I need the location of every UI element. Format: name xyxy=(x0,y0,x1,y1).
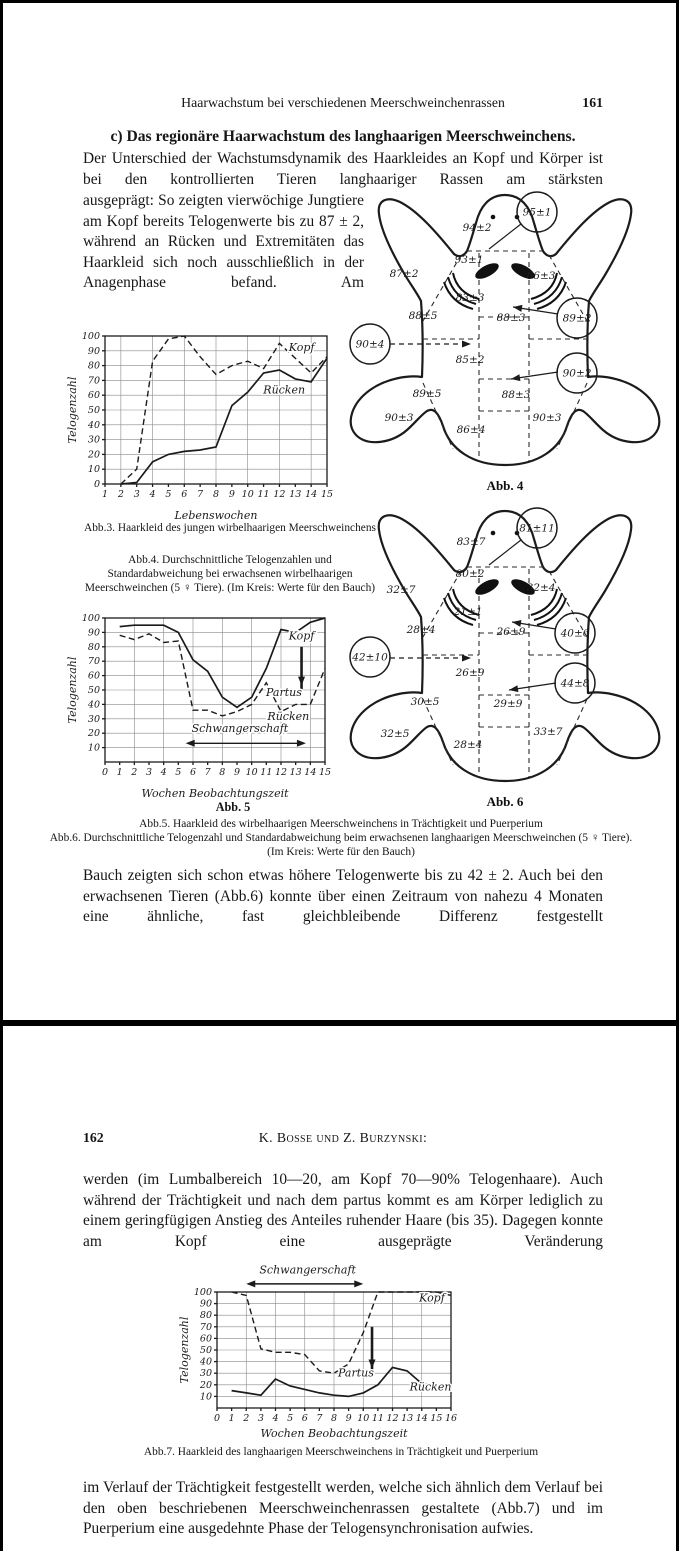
svg-text:13: 13 xyxy=(401,1413,414,1424)
caption-abb3: Abb.3. Haarkleid des jungen wirbelhaarigen Meerschweinchens xyxy=(84,522,376,534)
svg-text:90: 90 xyxy=(87,345,100,357)
svg-text:80: 80 xyxy=(87,641,100,653)
svg-text:70: 70 xyxy=(199,1321,212,1333)
svg-text:8: 8 xyxy=(212,489,220,500)
svg-text:4: 4 xyxy=(149,489,156,500)
svg-text:Partus: Partus xyxy=(265,685,302,699)
svg-text:0: 0 xyxy=(213,1413,221,1424)
svg-text:30: 30 xyxy=(87,713,100,725)
caption-abb7: Abb.7. Haarkleid des langhaarigen Meerschweinchens in Trächtigkeit und Puerperium xyxy=(143,1446,539,1458)
running-head-authors: K. Bosse und Z. Burzynski: xyxy=(258,1130,428,1145)
svg-text:6: 6 xyxy=(301,1413,308,1424)
paragraph-bottom-162: im Verlauf der Trächtigkeit festgestellt werden, welche sich ähnlich dem Verlauf bei den oben beschriebenen Meerschweinchenrassen gestaltete (Abb.7) und im Puerperium eine ausgedehnte Phase der Telogensynchronisation aufwies. xyxy=(83,1479,603,1538)
svg-text:50: 50 xyxy=(87,685,100,696)
svg-text:Lebenswochen: Lebenswochen xyxy=(174,509,258,522)
svg-text:10: 10 xyxy=(87,742,100,754)
paragraph-top-162: werden (im Lumbalbereich 10—20, am Kopf 70—90% Telogenhaare). Auch während der Trächtigkeit und nach dem partus kommt es am Körper lediglich zu einem geringfügigen Anstieg des Anteiles ruhender Haare (bis 35). Dagegen konnte am Kopf eine ausgeprägte Veränderung xyxy=(83,1171,603,1250)
svg-text:Kopf: Kopf xyxy=(288,629,315,643)
caption-abb4: Abb.4. Durchschnittliche Telogenzahlen und Standardabweichung bei erwachsenen wirbelhaarigen Meerschweinchen (5 ♀ Tiere). (Im Kreis: Werte für den Bauch) xyxy=(84,554,376,594)
svg-text:28±4: 28±4 xyxy=(406,624,436,636)
svg-text:80: 80 xyxy=(87,360,100,372)
svg-text:100: 100 xyxy=(81,613,100,624)
svg-text:94±2: 94±2 xyxy=(462,222,492,234)
svg-text:14: 14 xyxy=(304,767,317,778)
svg-text:26±9: 26±9 xyxy=(455,667,485,679)
svg-text:6: 6 xyxy=(189,767,197,778)
svg-text:10: 10 xyxy=(245,767,258,778)
svg-text:9: 9 xyxy=(345,1413,352,1424)
svg-text:11: 11 xyxy=(371,1413,384,1424)
svg-text:10: 10 xyxy=(241,489,254,500)
svg-text:32±5: 32±5 xyxy=(380,728,410,740)
svg-text:10: 10 xyxy=(357,1413,370,1424)
svg-text:Rücken: Rücken xyxy=(263,383,306,397)
svg-text:0: 0 xyxy=(101,767,109,778)
svg-text:60: 60 xyxy=(87,390,100,402)
svg-text:11: 11 xyxy=(260,767,273,778)
svg-text:44±8: 44±8 xyxy=(560,677,590,690)
svg-text:32±7: 32±7 xyxy=(386,584,416,596)
svg-text:13: 13 xyxy=(289,489,302,500)
figure-label-abb5: Abb. 5 xyxy=(215,800,251,814)
svg-text:88±3: 88±3 xyxy=(496,312,526,324)
paragraph-left-column: ausgeprägt: So zeigten vierwöchige Jungtiere am Kopf bereits Telogenwerte bis zu 87 ± 2, während an Rücken und Extremitäten das Haarkleid sich noch ausschließlich in der Anagenphase befand. Am xyxy=(83,192,364,292)
svg-text:6: 6 xyxy=(181,489,188,500)
svg-text:90: 90 xyxy=(199,1298,212,1310)
svg-text:3: 3 xyxy=(257,1413,264,1424)
svg-text:70: 70 xyxy=(87,375,100,387)
svg-text:Kopf: Kopf xyxy=(419,1291,445,1305)
svg-text:16: 16 xyxy=(444,1413,458,1424)
svg-text:7: 7 xyxy=(204,767,211,778)
svg-text:86±3: 86±3 xyxy=(526,270,556,282)
svg-text:Telogenzahl: Telogenzahl xyxy=(179,1316,191,1384)
caption-abb6: Abb.6. Durchschnittliche Telogenzahl und Standardabweichung beim erwachsenen langhaarigen Meerschweinchen (5 ♀ Tiere). (Im Kreis: Werte für den Bauch) xyxy=(49,832,633,858)
svg-text:95±1: 95±1 xyxy=(522,206,552,219)
svg-text:15: 15 xyxy=(318,767,332,778)
paragraph-intro: Der Unterschied der Wachstumsdynamik des Haarkleides an Kopf und Körper ist bei den kontrollierten Tieren langhaariger Rassen am stärksten xyxy=(83,150,603,188)
figure-abb6-pelt-diagram xyxy=(337,503,673,824)
svg-text:40: 40 xyxy=(199,1356,212,1368)
svg-text:50: 50 xyxy=(199,1345,212,1356)
svg-text:7: 7 xyxy=(316,1413,323,1424)
svg-text:80±2: 80±2 xyxy=(455,568,485,580)
svg-text:2: 2 xyxy=(243,1413,250,1424)
svg-text:40: 40 xyxy=(87,699,100,711)
svg-text:1: 1 xyxy=(228,1413,235,1424)
svg-text:83±7: 83±7 xyxy=(456,536,486,548)
svg-text:100: 100 xyxy=(81,331,100,342)
svg-text:28±4: 28±4 xyxy=(453,739,483,751)
svg-text:100: 100 xyxy=(193,1287,212,1298)
svg-text:2: 2 xyxy=(117,489,124,500)
svg-text:8: 8 xyxy=(330,1413,338,1424)
svg-text:20: 20 xyxy=(87,728,100,740)
svg-text:29±9: 29±9 xyxy=(493,698,523,710)
svg-text:0: 0 xyxy=(93,479,100,490)
svg-text:90±2: 90±2 xyxy=(562,367,592,380)
svg-text:3: 3 xyxy=(145,767,153,778)
svg-text:1: 1 xyxy=(116,767,123,778)
svg-text:30: 30 xyxy=(199,1368,212,1380)
svg-text:60: 60 xyxy=(87,670,100,682)
running-head-title: Haarwachstum bei verschiedenen Meerschweinchenrassen xyxy=(181,95,505,110)
svg-text:13: 13 xyxy=(289,767,302,778)
svg-text:26±9: 26±9 xyxy=(496,626,526,638)
svg-text:Telogenzahl: Telogenzahl xyxy=(67,376,79,444)
svg-text:12: 12 xyxy=(274,767,288,778)
svg-text:89±2: 89±2 xyxy=(562,312,592,325)
svg-text:Kopf: Kopf xyxy=(288,340,315,354)
svg-text:90±4: 90±4 xyxy=(355,338,385,351)
svg-text:30: 30 xyxy=(87,434,100,446)
svg-text:9: 9 xyxy=(233,767,241,778)
page-number-162: 162 xyxy=(83,1130,104,1145)
page-162 xyxy=(3,1026,676,1551)
figure-abb7-line-chart xyxy=(179,1258,463,1445)
svg-text:Partus: Partus xyxy=(338,1366,374,1380)
svg-text:14: 14 xyxy=(415,1413,428,1424)
svg-text:90±3: 90±3 xyxy=(384,412,414,424)
figure-abb5-line-chart xyxy=(67,608,339,805)
svg-text:20: 20 xyxy=(87,449,100,461)
svg-text:12: 12 xyxy=(273,489,286,500)
svg-text:21±1: 21±1 xyxy=(453,606,483,618)
svg-text:15: 15 xyxy=(320,489,334,500)
svg-text:4: 4 xyxy=(160,767,167,778)
svg-text:Schwangerschaft: Schwangerschaft xyxy=(259,1263,356,1277)
svg-text:14: 14 xyxy=(305,489,318,500)
svg-text:90: 90 xyxy=(87,627,100,639)
svg-text:87±2: 87±2 xyxy=(389,268,419,280)
section-heading: c) Das regionäre Haarwachstum des langhaarigen Meerschweinchens. xyxy=(110,128,576,145)
svg-text:88±5: 88±5 xyxy=(408,310,438,322)
svg-text:Schwangerschaft: Schwangerschaft xyxy=(191,721,289,735)
svg-text:1: 1 xyxy=(101,489,109,500)
figure-abb3-line-chart xyxy=(67,326,339,527)
svg-text:85±2: 85±2 xyxy=(455,354,485,366)
svg-text:83±3: 83±3 xyxy=(455,292,485,304)
page-161 xyxy=(3,3,676,1020)
svg-text:4: 4 xyxy=(272,1413,279,1424)
svg-text:80: 80 xyxy=(199,1310,212,1322)
svg-text:60: 60 xyxy=(199,1333,212,1345)
svg-text:12: 12 xyxy=(386,1413,399,1424)
svg-text:Wochen Beobachtungszeit: Wochen Beobachtungszeit xyxy=(260,1427,408,1440)
svg-text:20: 20 xyxy=(199,1379,212,1391)
figure-abb4-pelt-diagram xyxy=(337,187,673,508)
svg-text:Telogenzahl: Telogenzahl xyxy=(67,656,79,724)
svg-text:70: 70 xyxy=(87,656,100,668)
paragraph-bottom-161: Bauch zeigten sich schon etwas höhere Telogenwerte bis zu 42 ± 2. Auch bei den erwachsenen Tieren (Abb.6) konnte über einen Zeitraum von nahezu 4 Monaten eine ähnliche, fast gleichbleibende Differenz festgestellt xyxy=(83,867,603,926)
svg-text:Abb. 6: Abb. 6 xyxy=(486,794,524,809)
svg-text:11: 11 xyxy=(257,489,270,500)
svg-text:86±4: 86±4 xyxy=(456,424,486,436)
svg-text:Rücken: Rücken xyxy=(267,710,310,724)
svg-text:Wochen Beobachtungszeit: Wochen Beobachtungszeit xyxy=(141,787,289,800)
svg-text:32±4: 32±4 xyxy=(526,582,556,594)
svg-text:10: 10 xyxy=(87,464,100,476)
svg-text:40±6: 40±6 xyxy=(560,627,590,640)
svg-text:42±10: 42±10 xyxy=(352,651,388,664)
svg-text:93±1: 93±1 xyxy=(454,254,484,266)
svg-text:40: 40 xyxy=(87,419,100,431)
svg-text:8: 8 xyxy=(219,767,226,778)
svg-text:30±5: 30±5 xyxy=(410,696,440,708)
svg-text:5: 5 xyxy=(165,489,172,500)
svg-text:15: 15 xyxy=(430,1413,443,1424)
svg-text:3: 3 xyxy=(133,489,140,500)
svg-text:Abb. 4: Abb. 4 xyxy=(486,478,524,493)
svg-text:81±11: 81±11 xyxy=(519,522,555,535)
svg-text:50: 50 xyxy=(87,405,100,416)
svg-text:7: 7 xyxy=(197,489,204,500)
caption-abb5: Abb.5. Haarkleid des wirbelhaarigen Meerschweinchens in Trächtigkeit und Puerperium xyxy=(139,818,543,830)
svg-text:5: 5 xyxy=(287,1413,294,1424)
svg-text:88±3: 88±3 xyxy=(501,389,531,401)
svg-text:90±3: 90±3 xyxy=(532,412,562,424)
svg-text:Rücken: Rücken xyxy=(409,1380,452,1394)
svg-text:33±7: 33±7 xyxy=(533,726,563,738)
svg-text:5: 5 xyxy=(175,767,182,778)
svg-text:89±5: 89±5 xyxy=(412,388,442,400)
svg-text:9: 9 xyxy=(228,489,235,500)
svg-text:10: 10 xyxy=(199,1391,212,1403)
page-number-161: 161 xyxy=(582,95,603,110)
svg-text:2: 2 xyxy=(131,767,138,778)
